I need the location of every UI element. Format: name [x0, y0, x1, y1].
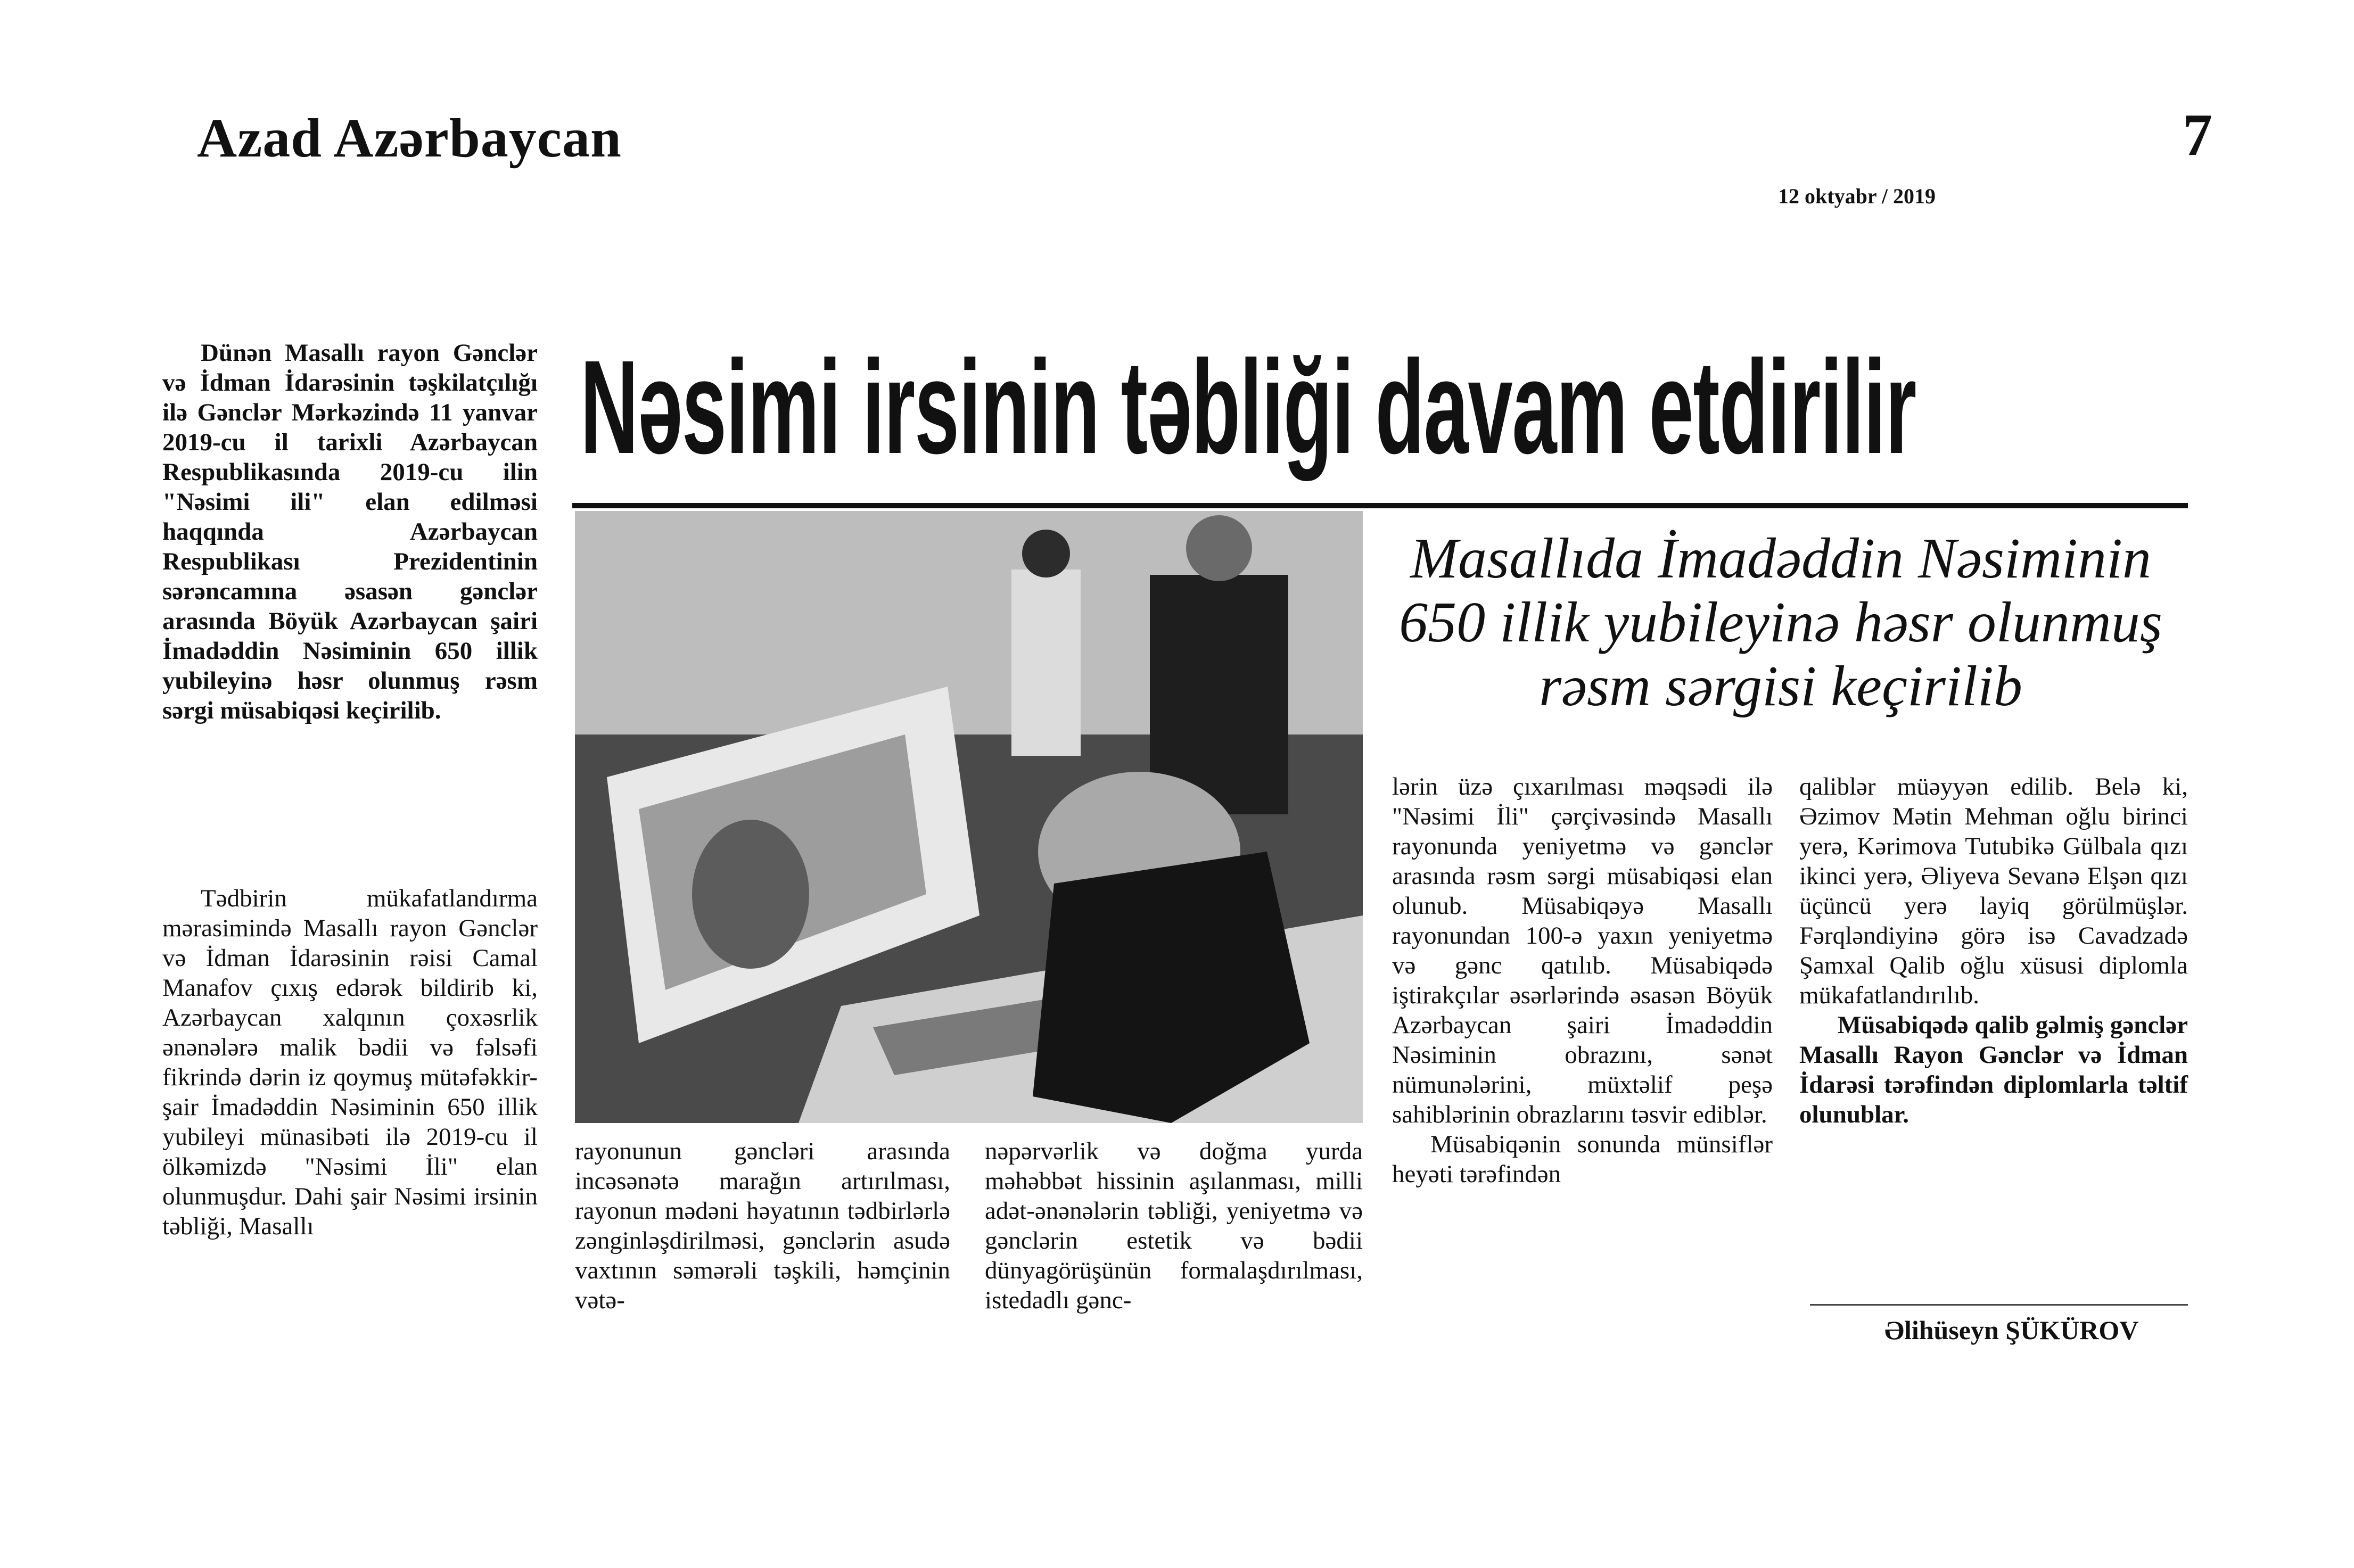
body-paragraph: rayonunun gəncləri arasında incəsənətə marağın artırılması, rayonun mədəni həyatının tədbirlərlə zənginləşdirilməsi, gənclərin asudə vaxtının səmərəli təşkili, həmçinin vətə-: [575, 1137, 950, 1314]
body-paragraph: nəpərvərlik və doğma yurda məhəbbət hissinin aşılanması, milli adət-ənənələrin təbliği, yeniyetmə və gənclərin estetik və bədii dünyagörüşünün formalaşdırılması, istedadlı gənc-: [985, 1137, 1363, 1314]
issue-date: 12 oktyabr / 2019: [1778, 184, 1936, 208]
newspaper-masthead: Azad Azərbaycan: [197, 108, 622, 169]
signature-rule: [1810, 1304, 2188, 1306]
body-paragraph: Tədbirin mükafatlandırma mərasimində Masallı rayon Gənclər və İdman İdarəsinin rəisi Camal Manafov çıxış edərək bildirib ki, Azərbaycan xalqının çoxəsrlik ənənələrə malik bədii və fəlsəfi fikrində dərin iz qoymuş mütəfəkkir-şair İmadəddin Nəsiminin 650 illik yubileyi münasibəti ilə 2019-cu il ölkəmizdə "Nəsimi İli" elan olunmuşdur. Dahi şair Nəsimi irsinin təbliği, Masallı: [162, 885, 538, 1240]
article-column-3: [985, 1136, 1363, 1315]
article-lead: [162, 338, 538, 725]
article-column-2: [575, 1136, 950, 1315]
article-headline: Nəsimi irsinin təbliği davam etdirilir: [580, 333, 1916, 481]
body-paragraph: Müsabiqənin sonunda münsiflər heyəti tərəfindən: [1392, 1130, 1773, 1188]
lead-paragraph: Dünən Masallı rayon Gənclər və İdman İdarəsinin təşkilatçılığı ilə Gənclər Mərkəzində 11 yanvar 2019-cu il tarixli Azərbaycan Respublikasında 2019-cu ilin "Nəsimi ili" elan edilməsi haqqında Azərbaycan Respublikası Prezidentinin sərəncamına əsasən gənclər arasında Böyük Azərbaycan şairi İmadəddin Nəsiminin 650 illik yubileyinə həsr olunmuş rəsm sərgi müsabiqəsi keçirilib.: [162, 339, 538, 724]
body-paragraph: qaliblər müəyyən edilib. Belə ki, Əzimov Mətin Mehman oğlu birinci yerə, Kərimova Tutubikə Gülbala qızı ikinci yerə, Əliyeva Sevanə Elşən qızı üçüncü yerə layiq görülmüşlər. Fərqləndiyinə görə isə Cavadzadə Şamxal Qalib oğlu xüsusi diplomla mükafatlandırılıb.: [1799, 773, 2188, 1009]
article-column-1: [162, 884, 538, 1241]
photo-icon: [575, 511, 1363, 1123]
author-signature: Əlihüseyn ŞÜKÜROV: [1884, 1315, 2139, 1345]
article-photo: [575, 511, 1363, 1123]
article-column-5: [1799, 772, 2188, 1129]
article-column-4: [1392, 772, 1773, 1189]
subheadline-line-2: 650 illik yubileyinə həsr olunmuş: [1399, 591, 2162, 654]
body-paragraph: lərin üzə çıxarılması məqsədi ilə "Nəsimi İli" çərçivəsində Masallı rayonunda yeniyetmə və gənclər arasında rəsm sərgi müsabiqəsi elan olunub. Müsabiqəyə Masallı rayonundan 100-ə yaxın yeniyetmə və gənc qatılıb. Müsabiqədə iştirakçılar əsərlərində əsasən Böyük Azərbaycan şairi İmadəddin Nəsiminin obrazını, sənət nümunələrini, müxtəlif peşə sahiblərinin obrazlarını təsvir ediblər.: [1392, 773, 1773, 1128]
closing-paragraph: Müsabiqədə qalib gəlmiş gənclər Masallı Rayon Gənclər və İdman İdarəsi tərəfindən diplomlarla təltif olunublar.: [1799, 1011, 2188, 1128]
article-subheadline: [1363, 527, 2199, 719]
headline-rule: [572, 503, 2188, 508]
page-number: 7: [2183, 102, 2212, 168]
subheadline-line-1: Masallıda İmadəddin Nəsiminin: [1410, 527, 2151, 590]
subheadline-line-3: rəsm sərgisi keçirilib: [1539, 655, 2022, 718]
